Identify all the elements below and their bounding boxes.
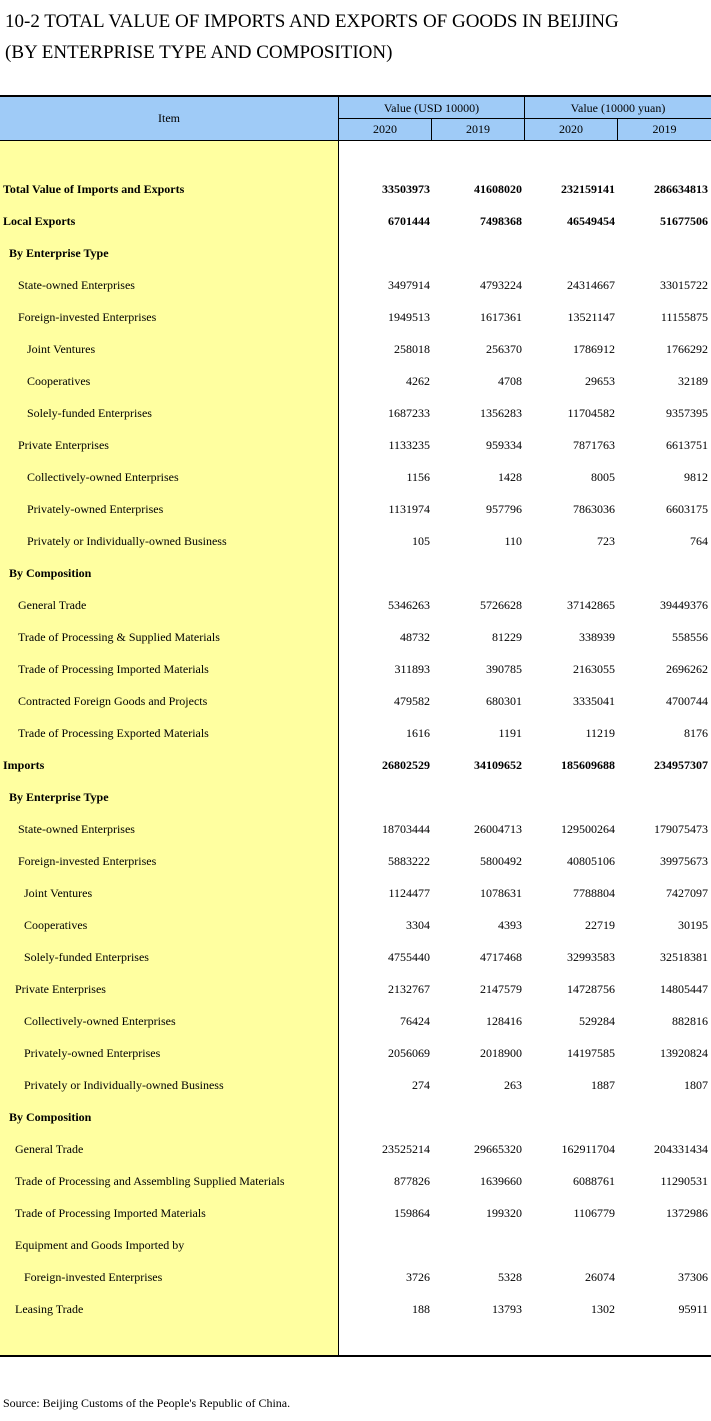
cell-value: 3335041 <box>573 694 615 708</box>
cell-value: 81229 <box>492 630 522 644</box>
cell-value: 26802529 <box>382 758 430 772</box>
header-year-yuan-2019: 2019 <box>652 122 677 136</box>
table-row <box>0 1037 711 1069</box>
table-row <box>0 525 711 557</box>
table-row <box>0 461 711 493</box>
row-label: Trade of Processing Exported Materials <box>18 726 209 740</box>
cell-value: 6088761 <box>573 1174 615 1188</box>
cell-value: 7863036 <box>573 502 615 516</box>
cell-value: 11155875 <box>660 310 708 324</box>
table-row <box>0 1133 711 1165</box>
cell-value <box>442 237 522 269</box>
cell-value: 4755440 <box>388 950 430 964</box>
cell-value: 5800492 <box>480 854 522 868</box>
cell-value: 234957307 <box>654 758 708 772</box>
cell-value <box>442 1229 522 1261</box>
title-line-1: 10-2 TOTAL VALUE OF IMPORTS AND EXPORTS OF GOODS IN BEIJING <box>5 11 619 32</box>
cell-value: 159864 <box>394 1206 430 1220</box>
row-label: By Enterprise Type <box>9 246 109 260</box>
cell-value: 39449376 <box>660 598 708 612</box>
cell-value: 7427097 <box>666 886 708 900</box>
row-label: Total Value of Imports and Exports <box>3 182 185 196</box>
table-row <box>0 941 711 973</box>
cell-value: 32993583 <box>567 950 615 964</box>
cell-value: 4700744 <box>666 694 708 708</box>
row-label: Solely-funded Enterprises <box>24 950 149 964</box>
table-row <box>0 717 711 749</box>
cell-value: 263 <box>504 1078 522 1092</box>
cell-value: 274 <box>412 1078 430 1092</box>
cell-value: 479582 <box>394 694 430 708</box>
cell-value: 1639660 <box>480 1174 522 1188</box>
cell-value: 128416 <box>486 1014 522 1028</box>
cell-value: 1949513 <box>388 310 430 324</box>
row-label: Local Exports <box>3 214 76 228</box>
cell-value <box>628 781 708 813</box>
cell-value: 1687233 <box>388 406 430 420</box>
cell-value: 8176 <box>684 726 708 740</box>
cell-value <box>350 781 430 813</box>
cell-value: 29665320 <box>474 1142 522 1156</box>
table-row <box>0 301 711 333</box>
cell-value <box>535 781 615 813</box>
cell-value: 110 <box>504 534 522 548</box>
cell-value <box>628 1229 708 1261</box>
cell-value: 529284 <box>579 1014 615 1028</box>
cell-value: 1807 <box>684 1078 708 1092</box>
cell-value: 30195 <box>678 918 708 932</box>
table-row <box>0 333 711 365</box>
table-row <box>0 813 711 845</box>
cell-value: 13521147 <box>567 310 615 324</box>
cell-value: 185609688 <box>561 758 615 772</box>
cell-value: 5726628 <box>480 598 522 612</box>
table-row <box>0 269 711 301</box>
cell-value: 18703444 <box>382 822 430 836</box>
header-group-usd: Value (USD 10000) <box>383 101 480 115</box>
row-label: General Trade <box>15 1142 84 1156</box>
table-row <box>0 1261 711 1293</box>
cell-value <box>442 557 522 589</box>
cell-value: 1191 <box>498 726 522 740</box>
table-row <box>0 397 711 429</box>
row-label: Privately or Individually-owned Business <box>24 1078 224 1092</box>
cell-value: 37306 <box>678 1270 708 1284</box>
cell-value <box>628 557 708 589</box>
cell-value: 22719 <box>585 918 615 932</box>
cell-value: 33503973 <box>382 182 430 196</box>
cell-value: 14805447 <box>660 982 708 996</box>
cell-value: 5883222 <box>388 854 430 868</box>
cell-value: 256370 <box>486 342 522 356</box>
table-row <box>0 173 711 205</box>
row-label: Privately-owned Enterprises <box>24 1046 161 1060</box>
cell-value: 877826 <box>394 1174 430 1188</box>
cell-value: 680301 <box>486 694 522 708</box>
cell-value: 1372986 <box>666 1206 708 1220</box>
row-label: Cooperatives <box>24 918 88 932</box>
row-label: Privately-owned Enterprises <box>27 502 164 516</box>
row-label: Joint Ventures <box>24 886 93 900</box>
row-label: Cooperatives <box>27 374 91 388</box>
row-label: By Composition <box>9 1110 92 1124</box>
cell-value <box>628 237 708 269</box>
cell-value: 14197585 <box>567 1046 615 1060</box>
cell-value: 7498368 <box>480 214 522 228</box>
cell-value: 39975673 <box>660 854 708 868</box>
header-divider <box>431 119 432 140</box>
table-row <box>0 557 711 589</box>
cell-value: 4793224 <box>480 278 522 292</box>
table-row <box>0 781 711 813</box>
row-label: Foreign-invested Enterprises <box>24 1270 163 1284</box>
table-row <box>0 365 711 397</box>
cell-value: 199320 <box>486 1206 522 1220</box>
row-label: Trade of Processing and Assembling Supplied Materials <box>15 1174 285 1188</box>
cell-value: 1766292 <box>666 342 708 356</box>
row-label: General Trade <box>18 598 87 612</box>
cell-value: 3497914 <box>388 278 430 292</box>
header-divider <box>617 119 618 140</box>
source-note: Source: Beijing Customs of the People's Republic of China. <box>3 1396 291 1410</box>
cell-value: 29653 <box>585 374 615 388</box>
cell-value <box>442 1101 522 1133</box>
row-label: Leasing Trade <box>15 1302 84 1316</box>
cell-value <box>535 557 615 589</box>
header-group-yuan: Value (10000 yuan) <box>570 101 666 115</box>
cell-value: 3304 <box>406 918 430 932</box>
row-label: Contracted Foreign Goods and Projects <box>18 694 208 708</box>
table-row <box>0 621 711 653</box>
table-row <box>0 973 711 1005</box>
cell-value: 558556 <box>672 630 708 644</box>
table-row <box>0 205 711 237</box>
row-label: Trade of Processing Imported Materials <box>15 1206 206 1220</box>
title-line-2: (BY ENTERPRISE TYPE AND COMPOSITION) <box>5 42 393 63</box>
cell-value: 13920824 <box>660 1046 708 1060</box>
cell-value: 32518381 <box>660 950 708 964</box>
row-label: Equipment and Goods Imported by <box>15 1238 185 1252</box>
table-row <box>0 749 711 781</box>
cell-value: 48732 <box>400 630 430 644</box>
header-item: Item <box>158 111 180 125</box>
cell-value: 6603175 <box>666 502 708 516</box>
row-label: State-owned Enterprises <box>18 822 135 836</box>
cell-value: 959334 <box>486 438 522 452</box>
row-label: Collectively-owned Enterprises <box>24 1014 176 1028</box>
cell-value: 2163055 <box>573 662 615 676</box>
cell-value: 204331434 <box>654 1142 708 1156</box>
cell-value: 51677506 <box>660 214 708 228</box>
cell-value: 6701444 <box>388 214 430 228</box>
header-divider <box>524 97 525 140</box>
row-label: By Composition <box>9 566 92 580</box>
cell-value: 11219 <box>585 726 615 740</box>
row-label: Foreign-invested Enterprises <box>18 310 157 324</box>
cell-value: 390785 <box>486 662 522 676</box>
cell-value: 4262 <box>406 374 430 388</box>
cell-value: 129500264 <box>561 822 615 836</box>
table-row <box>0 429 711 461</box>
row-label: Imports <box>3 758 45 772</box>
cell-value: 1106779 <box>573 1206 615 1220</box>
cell-value <box>442 781 522 813</box>
cell-value: 162911704 <box>561 1142 615 1156</box>
row-label: Solely-funded Enterprises <box>27 406 152 420</box>
cell-value: 2147579 <box>480 982 522 996</box>
cell-value: 4708 <box>498 374 522 388</box>
cell-value: 34109652 <box>474 758 522 772</box>
cell-value <box>628 1101 708 1133</box>
cell-value: 1124477 <box>388 886 430 900</box>
cell-value <box>535 237 615 269</box>
cell-value: 14728756 <box>567 982 615 996</box>
cell-value: 2132767 <box>388 982 430 996</box>
cell-value: 1078631 <box>480 886 522 900</box>
cell-value: 2056069 <box>388 1046 430 1060</box>
cell-value: 9357395 <box>666 406 708 420</box>
page-title <box>5 6 705 68</box>
cell-value: 5346263 <box>388 598 430 612</box>
cell-value: 46549454 <box>567 214 615 228</box>
cell-value: 4717468 <box>480 950 522 964</box>
cell-value: 11704582 <box>567 406 615 420</box>
cell-value: 286634813 <box>654 182 708 196</box>
table-row <box>0 1229 711 1261</box>
cell-value: 1156 <box>406 470 430 484</box>
cell-value: 1428 <box>498 470 522 484</box>
cell-value: 723 <box>597 534 615 548</box>
cell-value: 1887 <box>591 1078 615 1092</box>
cell-value: 95911 <box>678 1302 708 1316</box>
row-label: Private Enterprises <box>15 982 106 996</box>
cell-value: 9812 <box>684 470 708 484</box>
row-label: Private Enterprises <box>18 438 109 452</box>
cell-value: 5328 <box>498 1270 522 1284</box>
table-row <box>0 685 711 717</box>
header-year-usd-2020: 2020 <box>373 122 397 136</box>
table-row <box>0 237 711 269</box>
row-label: Trade of Processing & Supplied Materials <box>18 630 220 644</box>
cell-value: 26074 <box>585 1270 615 1284</box>
cell-value: 4393 <box>498 918 522 932</box>
row-label: Foreign-invested Enterprises <box>18 854 157 868</box>
cell-value: 11290531 <box>660 1174 708 1188</box>
cell-value: 1131974 <box>388 502 430 516</box>
cell-value: 338939 <box>579 630 615 644</box>
cell-value: 105 <box>412 534 430 548</box>
table-row <box>0 1005 711 1037</box>
table-header <box>0 97 711 140</box>
table-row <box>0 877 711 909</box>
cell-value <box>350 557 430 589</box>
cell-value <box>350 237 430 269</box>
table-row <box>0 1197 711 1229</box>
row-label: State-owned Enterprises <box>18 278 135 292</box>
table-row <box>0 653 711 685</box>
cell-value: 232159141 <box>561 182 615 196</box>
cell-value: 1616 <box>406 726 430 740</box>
cell-value: 258018 <box>394 342 430 356</box>
row-label: Collectively-owned Enterprises <box>27 470 179 484</box>
table-row <box>0 1165 711 1197</box>
cell-value: 6613751 <box>666 438 708 452</box>
cell-value <box>535 1229 615 1261</box>
cell-value: 1133235 <box>388 438 430 452</box>
cell-value: 179075473 <box>654 822 708 836</box>
row-label: Trade of Processing Imported Materials <box>18 662 209 676</box>
cell-value: 7788804 <box>573 886 615 900</box>
table-row <box>0 1293 711 1325</box>
table-row <box>0 909 711 941</box>
cell-value: 33015722 <box>660 278 708 292</box>
cell-value: 13793 <box>492 1302 522 1316</box>
row-label: Joint Ventures <box>27 342 96 356</box>
cell-value: 188 <box>412 1302 430 1316</box>
table-body <box>0 173 711 1325</box>
cell-value: 7871763 <box>573 438 615 452</box>
table-bottom-rule <box>0 1355 711 1357</box>
cell-value: 76424 <box>400 1014 430 1028</box>
row-label: By Enterprise Type <box>9 790 109 804</box>
cell-value: 3726 <box>406 1270 430 1284</box>
cell-value <box>535 1101 615 1133</box>
cell-value: 32189 <box>678 374 708 388</box>
cell-value <box>350 1101 430 1133</box>
cell-value: 957796 <box>486 502 522 516</box>
cell-value: 882816 <box>672 1014 708 1028</box>
cell-value: 23525214 <box>382 1142 430 1156</box>
table-row <box>0 1101 711 1133</box>
cell-value <box>350 1229 430 1261</box>
header-year-yuan-2020: 2020 <box>559 122 583 136</box>
row-label: Privately or Individually-owned Business <box>27 534 227 548</box>
cell-value: 311893 <box>394 662 430 676</box>
cell-value: 1356283 <box>480 406 522 420</box>
cell-value: 24314667 <box>567 278 615 292</box>
cell-value: 26004713 <box>474 822 522 836</box>
cell-value: 37142865 <box>567 598 615 612</box>
cell-value: 8005 <box>591 470 615 484</box>
cell-value: 1617361 <box>480 310 522 324</box>
table-row <box>0 493 711 525</box>
cell-value: 40805106 <box>567 854 615 868</box>
cell-value: 2696262 <box>666 662 708 676</box>
cell-value: 1786912 <box>573 342 615 356</box>
table-row <box>0 589 711 621</box>
cell-value: 41608020 <box>474 182 522 196</box>
cell-value: 764 <box>690 534 708 548</box>
table-row <box>0 845 711 877</box>
table-row <box>0 1069 711 1101</box>
cell-value: 2018900 <box>480 1046 522 1060</box>
cell-value: 1302 <box>591 1302 615 1316</box>
header-year-usd-2019: 2019 <box>466 122 490 136</box>
